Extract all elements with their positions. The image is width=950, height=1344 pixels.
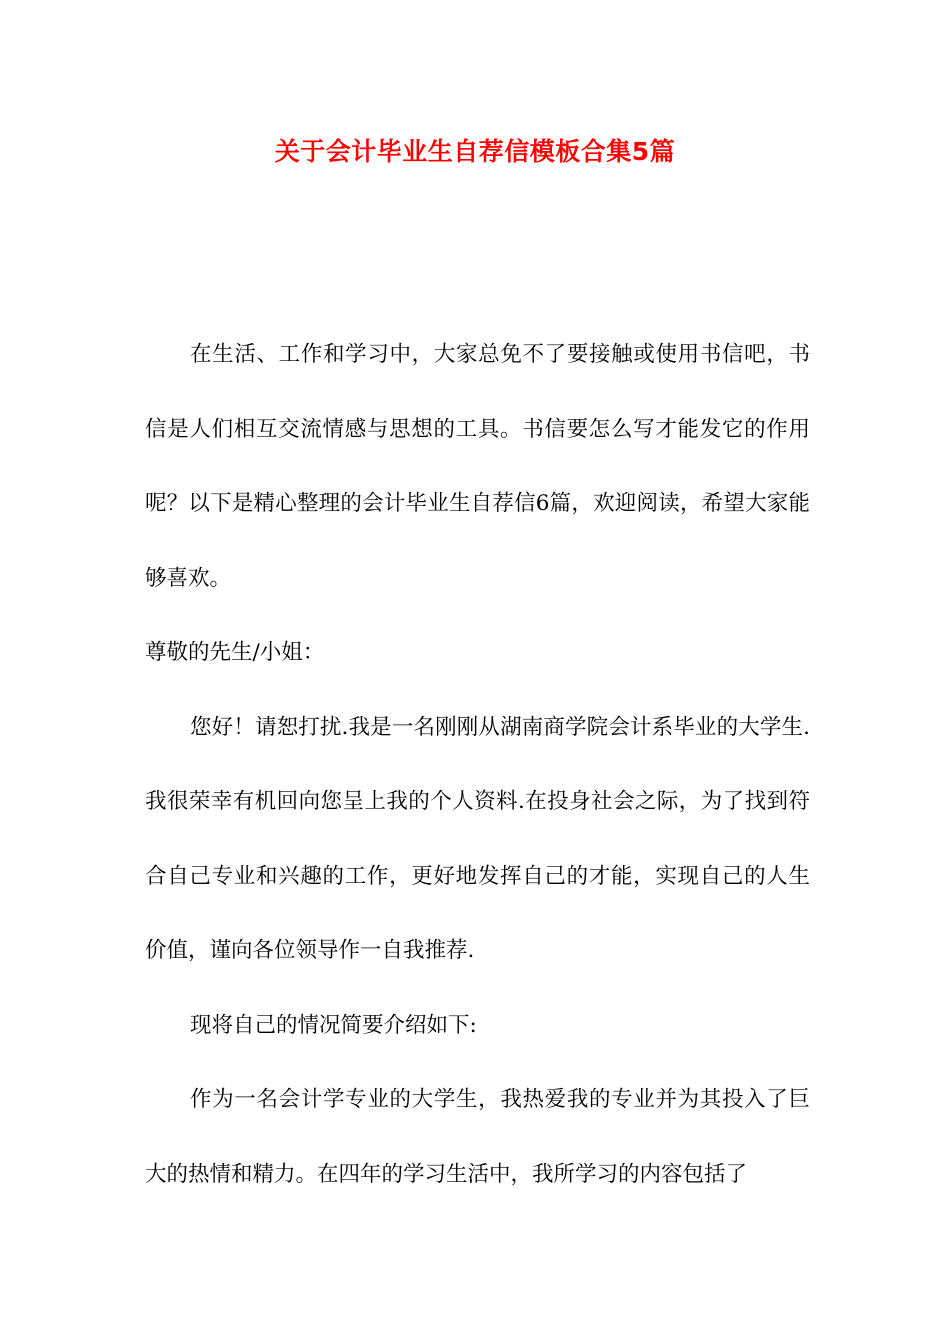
paragraph-salutation: 尊敬的先生/小姐： <box>145 640 325 665</box>
paragraph-major: 作为一名会计学专业的大学生，我热爱我的专业并为其投入了巨大的热情和精力。在四年的学习生活中，我所学习的内容包括了 <box>145 1087 810 1187</box>
paragraph-greeting: 您好！请恕打扰.我是一名刚刚从湖南商学院会计系毕业的大学生.我很荣幸有机回向您呈上我的个人资料.在投身社会之际，为了找到符合自己专业和兴趣的工作，更好地发挥自己的才能，实现自己的人生价值，谨向各位领导作一自我推荐. <box>145 714 810 963</box>
paragraph-intro: 在生活、工作和学习中，大家总免不了要接触或使用书信吧，书信是人们相互交流情感与思想的工具。书信要怎么写才能发它的作用呢？以下是精心整理的会计毕业生自荐信6篇，欢迎阅读，希望大家能够喜欢。 <box>145 342 810 591</box>
paragraph-overview: 现将自己的情况简要介绍如下: <box>190 1012 477 1038</box>
document-body <box>145 318 810 1212</box>
document-title: 关于会计毕业生自荐信模板合集5篇 <box>274 137 676 166</box>
